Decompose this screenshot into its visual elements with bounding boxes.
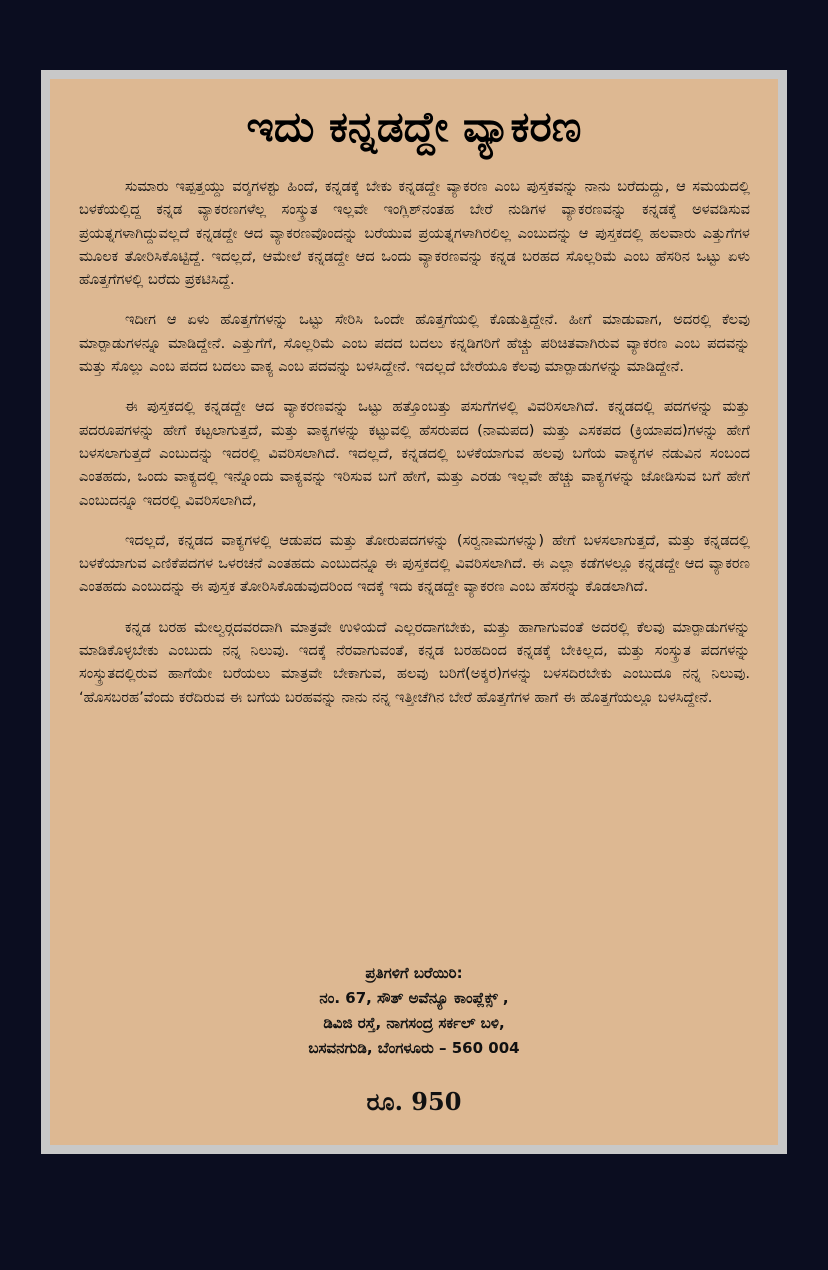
contact-address <box>50 961 778 1061</box>
back-cover-panel <box>50 79 778 1145</box>
blurb-text <box>79 175 750 709</box>
blurb-paragraph-3: ಈ ಪುಸ್ತಕದಲ್ಲಿ ಕನ್ನಡದ್ದೇ ಆದ ವ್ಯಾಕರಣವನ್ನು ಒಟ್ಟು ಹತ್ತೊಂಬತ್ತು ಪಸುಗೆಗಳಲ್ಲಿ ವಿವರಿಸಲಾಗಿದೆ. ಕನ್ನಡದಲ್ಲಿ ಪದಗಳನ್ನು ಮತ್ತು ಪದರೂಪಗಳನ್ನು ಹೇಗೆ ಕಟ್ಟಲಾಗುತ್ತದೆ, ಮತ್ತು ವಾಕ್ಯಗಳನ್ನು ಕಟ್ಟುವಲ್ಲಿ ಹೆಸರುಪದ (ನಾಮಪದ) ಮತ್ತು ಎಸಕಪದ (ಕ್ರಿಯಾಪದ)ಗಳನ್ನು ಹೇಗೆ ಬಳಸಲಾಗುತ್ತದೆ ಎಂಬುದನ್ನು ಇದರಲ್ಲಿ ವಿವರಿಸಲಾಗಿದೆ. ಇದಲ್ಲದೆ, ಕನ್ನಡದಲ್ಲಿ ಬಳಕೆಯಾಗುವ ಹಲವು ಬಗೆಯ ವಾಕ್ಯಗಳ ನಡುವಿನ ಸಂಬಂದ ಎಂತಹದು, ಒಂದು ವಾಕ್ಯದಲ್ಲಿ ಇನ್ನೊಂದು ವಾಕ್ಯವನ್ನು ಇರಿಸುವ ಬಗೆ ಹೇಗೆ, ಮತ್ತು ಎರಡು ಇಲ್ಲವೇ ಹೆಚ್ಚು ವಾಕ್ಯಗಳನ್ನು ಜೋಡಿಸುವ ಬಗೆ ಹೇಗೆ ಎಂಬುದನ್ನೂ ಇದರಲ್ಲಿ ವಿವರಿಸಲಾಗಿದೆ, <box>79 398 750 509</box>
contact-heading: ಪ್ರತಿಗಳಿಗೆ ಬರೆಯಿರಿ: <box>365 964 463 982</box>
cover-border <box>41 70 787 1154</box>
blurb-paragraph-4: ಇದಲ್ಲದೆ, ಕನ್ನಡದ ವಾಕ್ಯಗಳಲ್ಲಿ ಆಡುಪದ ಮತ್ತು ತೋರುಪದಗಳನ್ನು (ಸರ್‍ವನಾಮಗಳನ್ನು) ಹೇಗೆ ಬಳಸಲಾಗುತ್ತದೆ, ಮತ್ತು ಕನ್ನಡದಲ್ಲಿ ಬಳಕೆಯಾಗುವ ಎಣಿಕೆಪದಗಳ ಒಳರಚನೆ ಎಂತಹದು ಎಂಬುದನ್ನೂ ಈ ಪುಸ್ತಕದಲ್ಲಿ ವಿವರಿಸಲಾಗಿದೆ. ಈ ಎಲ್ಲಾ ಕಡೆಗಳಲ್ಲೂ ಕನ್ನಡದ್ದೇ ಆದ ವ್ಯಾಕರಣ ಎಂತಹದು ಎಂಬುದನ್ನು ಈ ಪುಸ್ತಕ ತೋರಿಸಿಕೊಡುವುದರಿಂದ ಇದಕ್ಕೆ ಇದು ಕನ್ನಡದ್ದೇ ವ್ಯಾಕರಣ ಎಂಬ ಹೆಸರನ್ನು ಕೊಡಲಾಗಿದೆ. <box>79 531 750 596</box>
address-line-2: ಡಿವಿಜಿ ರಸ್ತೆ, ನಾಗಸಂದ್ರ ಸರ್ಕಲ್ ಬಳಿ, <box>323 1014 505 1032</box>
address-line-3: ಬಸವನಗುಡಿ, ಬೆಂಗಳೂರು – 560 004 <box>308 1039 520 1057</box>
address-line-1: ನಂ. 67, ಸೌತ್ ಅವೆನ್ಯೂ ಕಾಂಪ್ಲೆಕ್ಸ್ , <box>319 989 509 1007</box>
blurb-paragraph-1: ಸುಮಾರು ಇಪ್ಪತ್ತಯ್ದು ವರ್‍ಶಗಳಶ್ಟು ಹಿಂದೆ, ಕನ್ನಡಕ್ಕೆ ಬೇಕು ಕನ್ನಡದ್ದೇ ವ್ಯಾಕರಣ ಎಂಬ ಪುಸ್ತಕವನ್ನು ನಾನು ಬರೆದುದ್ದು, ಆ ಸಮಯದಲ್ಲಿ ಬಳಕೆಯಲ್ಲಿದ್ದ ಕನ್ನಡ ವ್ಯಾಕರಣಗಳೆಲ್ಲ ಸಂಸ್ಕ್ರುತ ಇಲ್ಲವೇ ಇಂಗ್ಲಿಶ್‌ನಂತಹ ಬೇರೆ ನುಡಿಗಳ ವ್ಯಾಕರಣವನ್ನು ಕನ್ನಡಕ್ಕೆ ಅಳವಡಿಸುವ ಪ್ರಯತ್ನಗಳಾಗಿದ್ದುವಲ್ಲದೆ ಕನ್ನಡದ್ದೇ ಆದ ವ್ಯಾಕರಣವೊಂದನ್ನು ಬರೆಯುವ ಪ್ರಯತ್ನಗಳಾಗಿರಲಿಲ್ಲ ಎಂಬುದನ್ನು ಆ ಪುಸ್ತಕದಲ್ಲಿ ಹಲವಾರು ಎತ್ತುಗೆಗಳ ಮೂಲಕ ತೋರಿಸಿಕೊಟ್ಟಿದ್ದೆ. ಇದಲ್ಲದೆ, ಆಮೇಲೆ ಕನ್ನಡದ್ದೇ ಆದ ಒಂದು ವ್ಯಾಕರಣವನ್ನು ಕನ್ನಡ ಬರಹದ ಸೊಲ್ಲರಿಮೆ ಎಂಬ ಹೆಸರಿನ ಒಟ್ಟು ಏಳು ಹೊತ್ತಗೆಗಳಲ್ಲಿ ಬರೆದು ಪ್ರಕಟಿಸಿದ್ದೆ. <box>79 178 750 289</box>
blurb-paragraph-5: ಕನ್ನಡ ಬರಹ ಮೇಲ್ವರ್‍ಗದವರದಾಗಿ ಮಾತ್ರವೇ ಉಳಿಯದೆ ಎಲ್ಲರದಾಗಬೇಕು, ಮತ್ತು ಹಾಗಾಗುವಂತೆ ಅದರಲ್ಲಿ ಕೆಲವು ಮಾರ್‍ಪಾಡುಗಳನ್ನು ಮಾಡಿಕೊಳ್ಳಬೇಕು ಎಂಬುದು ನನ್ನ ನಿಲುವು. ಇದಕ್ಕೆ ನೆರವಾಗುವಂತೆ, ಕನ್ನಡ ಬರಹದಿಂದ ಕನ್ನಡಕ್ಕೆ ಬೇಕಿಲ್ಲದ, ಮತ್ತು ಸಂಸ್ಕ್ರುತ ಪದಗಳನ್ನು ಸಂಸ್ಕ್ರುತದಲ್ಲಿರುವ ಹಾಗೆಯೇ ಬರೆಯಲು ಮಾತ್ರವೇ ಬೇಕಾಗುವ, ಹಲವು ಬರಿಗೆ(ಅಕ್ಶರ)ಗಳನ್ನು ಬಳಸದಿರಬೇಕು ಎಂಬುದೂ ನನ್ನ ನಿಲುವು. ‘ಹೊಸಬರಹ’ವೆಂದು ಕರೆದಿರುವ ಈ ಬಗೆಯ ಬರಹವನ್ನು ನಾನು ನನ್ನ ಇತ್ತೀಚೆಗಿನ ಬೇರೆ ಹೊತ್ತಗೆಗಳ ಹಾಗೆ ಈ ಹೊತ್ತಗೆಯಲ್ಲೂ ಬಳಸಿದ್ದೇನೆ. <box>79 618 750 706</box>
book-title: ಇದು ಕನ್ನಡದ್ದೇ ವ್ಯಾಕರಣ <box>246 102 582 151</box>
book-price: ರೂ. 950 <box>366 1087 462 1116</box>
blurb-paragraph-2: ಇದೀಗ ಆ ಏಳು ಹೊತ್ತಗೆಗಳನ್ನು ಒಟ್ಟು ಸೇರಿಸಿ ಒಂದೇ ಹೊತ್ತಗೆಯಲ್ಲಿ ಕೊಡುತ್ತಿದ್ದೇನೆ. ಹೀಗೆ ಮಾಡುವಾಗ, ಅದರಲ್ಲಿ ಕೆಲವು ಮಾರ್‍ಪಾಡುಗಳನ್ನೂ ಮಾಡಿದ್ದೇನೆ. ಎತ್ತುಗೆಗೆ, ಸೊಲ್ಲರಿಮೆ ಎಂಬ ಪದದ ಬದಲು ಕನ್ನಡಿಗರಿಗೆ ಹೆಚ್ಚು ಪರಿಚಿತವಾಗಿರುವ ವ್ಯಾಕರಣ ಎಂಬ ಪದವನ್ನು ಮತ್ತು ಸೊಲ್ಲು ಎಂಬ ಪದದ ಬದಲು ವಾಕ್ಯ ಎಂಬ ಪದವನ್ನು ಬಳಸಿದ್ದೇನೆ. ಇದಲ್ಲದೆ ಬೇರೆಯೂ ಕೆಲವು ಮಾರ್‍ಪಾಡುಗಳನ್ನು ಮಾಡಿದ್ದೇನೆ. <box>79 311 750 376</box>
